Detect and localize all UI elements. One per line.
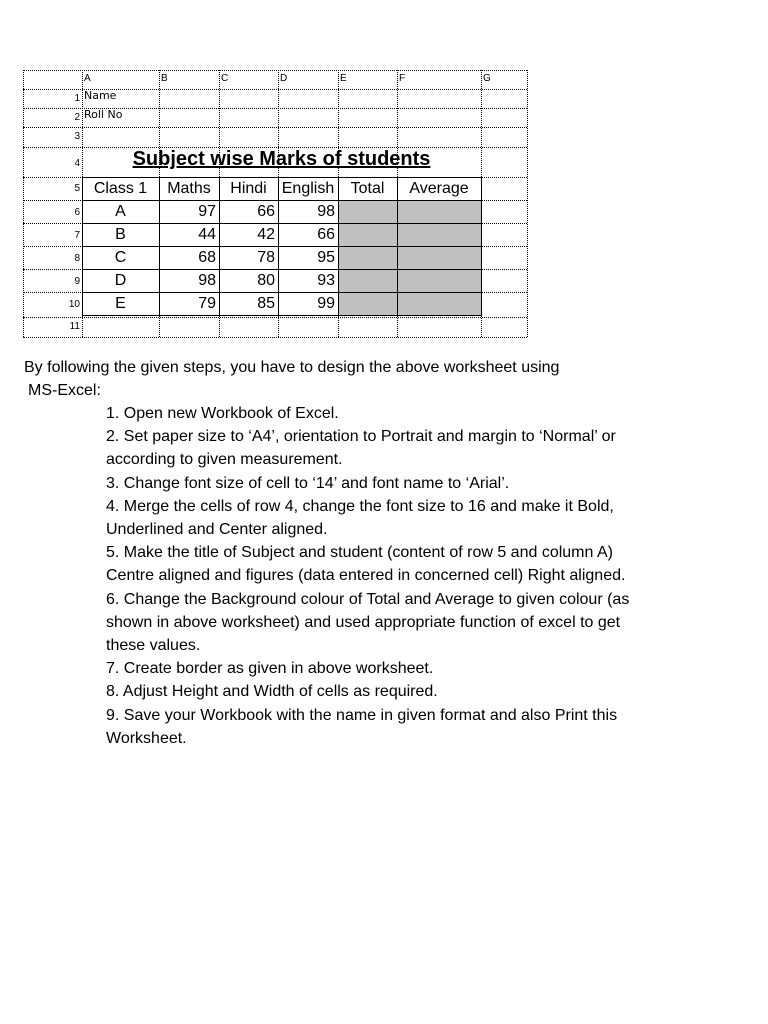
maths-cell: 44 — [198, 226, 216, 243]
step-item: 7. Create border as given in above worksheet. — [106, 660, 434, 678]
maths-cell: 98 — [198, 272, 216, 289]
row-header-3: 3 — [74, 131, 80, 142]
grid-line-horizontal — [23, 317, 527, 318]
row-header-6: 6 — [74, 207, 80, 218]
english-cell: 99 — [317, 295, 335, 312]
row-header-9: 9 — [74, 276, 80, 287]
step-item: 4. Merge the cells of row 4, change the font size to 16 and make it Bold, — [106, 497, 614, 515]
header-english: English — [281, 180, 335, 197]
row-header-4: 4 — [74, 158, 80, 169]
row-header-10: 10 — [68, 299, 80, 310]
row-header-11: 11 — [69, 321, 80, 332]
step-continuation: Centre aligned and figures (data entered in concerned cell) Right aligned. — [106, 567, 626, 585]
column-header-d: D — [280, 73, 288, 84]
step-item: 3. Change font size of cell to ‘14’ and font name to ‘Arial’. — [106, 474, 510, 492]
header-total: Total — [350, 180, 385, 197]
maths-cell: 79 — [198, 295, 216, 312]
worksheet-title: Subject wise Marks of students — [132, 148, 431, 170]
class-cell: E — [115, 295, 126, 312]
step-continuation: according to given measurement. — [106, 451, 343, 469]
column-header-g: G — [483, 73, 491, 84]
hindi-cell: 80 — [257, 272, 275, 289]
step-item: 8. Adjust Height and Width of cells as required. — [106, 683, 438, 701]
header-maths: Maths — [167, 180, 211, 197]
intro-line-2: MS-Excel: — [28, 382, 101, 399]
hindi-cell: 66 — [257, 203, 275, 220]
class-cell: C — [114, 249, 127, 266]
name-label: Name — [84, 89, 117, 102]
step-continuation: Underlined and Center aligned. — [106, 521, 328, 538]
step-item: 6. Change the Background colour of Total and Average to given colour (as — [106, 590, 630, 608]
hindi-cell: 42 — [257, 226, 275, 243]
step-item: 2. Set paper size to ‘A4’, orientation to Portrait and margin to ‘Normal’ or — [106, 428, 616, 446]
header-average: Average — [409, 180, 469, 197]
column-header-f: F — [399, 73, 406, 84]
column-header-e: E — [340, 73, 347, 84]
step-continuation: shown in above worksheet) and used appropriate function of excel to get — [106, 613, 621, 631]
grid-line-vertical — [527, 70, 528, 337]
english-cell: 66 — [317, 226, 335, 243]
grid-line-vertical — [23, 70, 24, 337]
header-class: Class 1 — [93, 180, 148, 197]
step-item: 9. Save your Workbook with the name in given format and also Print this — [106, 706, 618, 724]
table-border-horizontal — [82, 315, 482, 316]
row-header-8: 8 — [74, 253, 80, 264]
english-cell: 93 — [317, 272, 335, 289]
column-header-c: C — [221, 73, 229, 84]
class-cell: D — [114, 272, 127, 289]
english-cell: 98 — [317, 203, 335, 220]
row-header-5: 5 — [74, 183, 80, 194]
total-average-shade — [338, 200, 481, 316]
class-cell: B — [115, 226, 126, 243]
hindi-cell: 78 — [257, 249, 275, 266]
step-item: 5. Make the title of Subject and student (content of row 5 and column A) — [106, 544, 613, 562]
grid-line-horizontal — [23, 70, 527, 71]
column-header-b: B — [161, 73, 168, 84]
row-header-1: 1 — [74, 93, 80, 104]
rollno-label: Roll No — [84, 108, 123, 121]
intro-line-1: By following the given steps, you have to design the above worksheet using — [24, 359, 560, 376]
header-hindi: Hindi — [230, 180, 267, 197]
hindi-cell: 85 — [257, 295, 275, 312]
english-cell: 95 — [317, 249, 335, 266]
grid-line-horizontal — [23, 337, 527, 338]
step-item: 1. Open new Workbook of Excel. — [106, 405, 339, 422]
maths-cell: 97 — [198, 203, 216, 220]
column-header-a: A — [84, 73, 91, 84]
row-header-7: 7 — [74, 230, 80, 241]
maths-cell: 68 — [198, 249, 216, 266]
row-header-2: 2 — [74, 112, 80, 123]
step-continuation: Worksheet. — [106, 729, 187, 747]
step-continuation: these values. — [106, 637, 201, 654]
grid-line-horizontal — [23, 127, 527, 128]
class-cell: A — [115, 203, 126, 220]
